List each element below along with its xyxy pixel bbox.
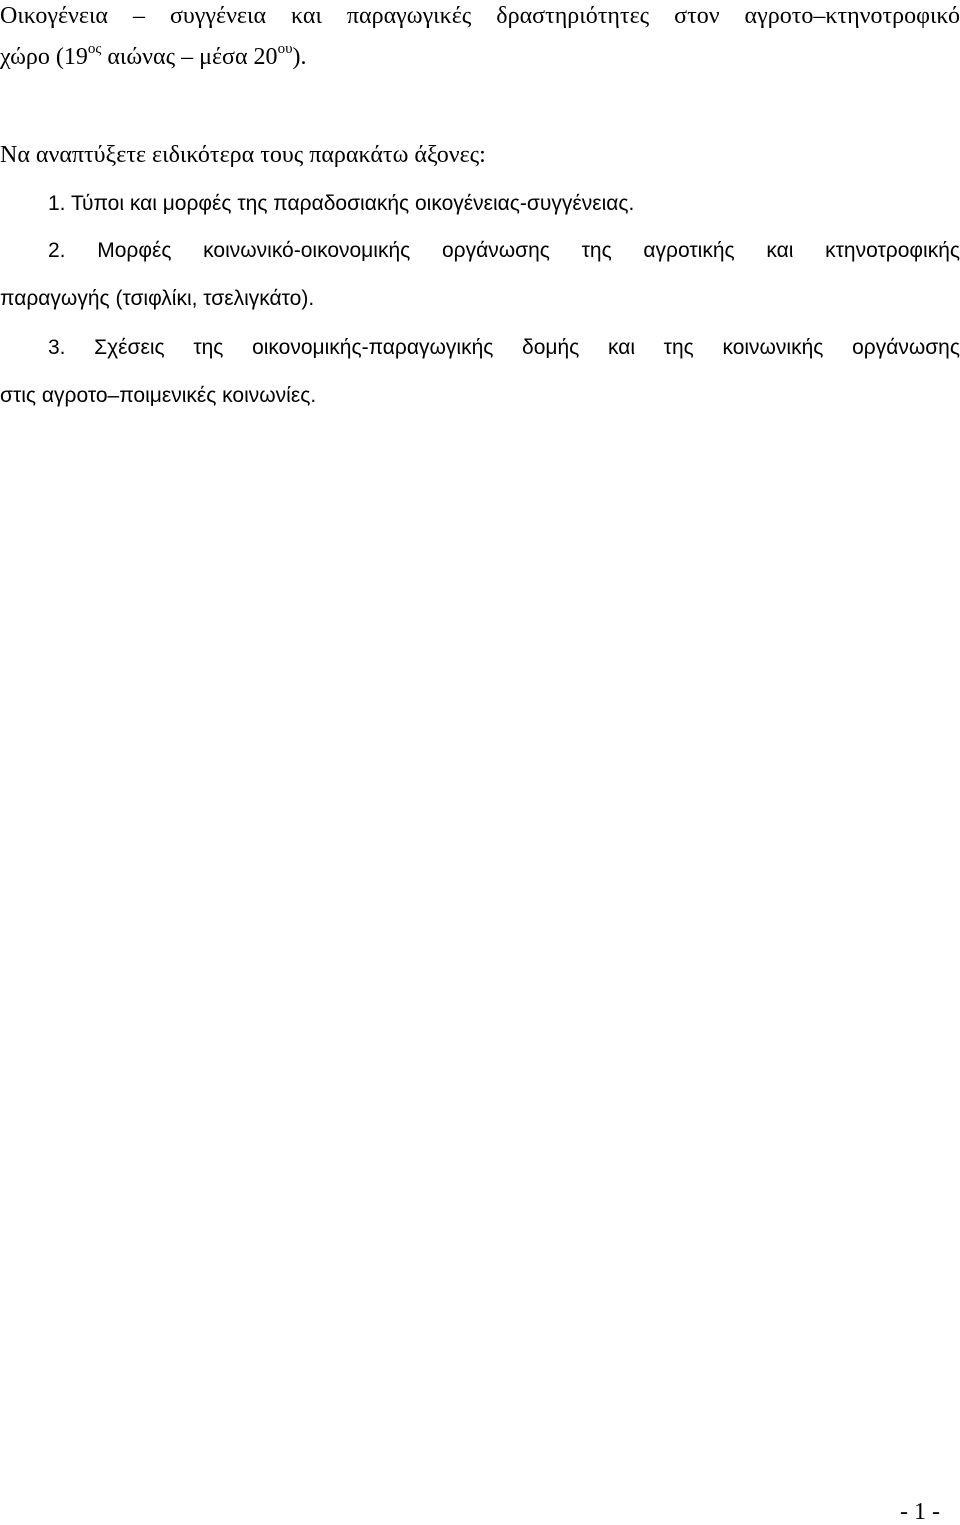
title-superscript-century-20: ου	[277, 41, 293, 57]
title-text-start: χώρο (19	[0, 44, 88, 70]
document-title-line-2	[0, 41, 960, 70]
list-item-3-line-2: στις αγροτο–ποιμενικές κοινωνίες.	[0, 384, 317, 407]
list-item-2-line-1: 2. Μορφές κοινωνικό-οικονομικής οργάνωσης της αγροτικής και κτηνοτροφικής	[48, 239, 960, 262]
title-superscript-century-19: ος	[87, 41, 102, 57]
list-item-2-line-2: παραγωγής (τσιφλίκι, τσελιγκάτο).	[0, 287, 315, 310]
title-text-end: ).	[292, 44, 307, 70]
page-number: - 1 -	[900, 1499, 940, 1525]
intro-text: Να αναπτύξετε ειδικότερα τους παρακάτω άξονες:	[0, 142, 486, 168]
list-item-1: 1. Τύποι και μορφές της παραδοσιακής οικογένειας-συγγένειας.	[48, 192, 635, 215]
title-text-middle: αιώνας – μέσα 20	[101, 44, 278, 70]
list-item-3-line-1: 3. Σχέσεις της οικονομικής-παραγωγικής δομής και της κοινωνικής οργάνωσης	[48, 336, 960, 359]
document-title-line-1: Οικογένεια – συγγένεια και παραγωγικές δραστηριότητες στον αγροτο–κτηνοτροφικό	[0, 3, 960, 29]
